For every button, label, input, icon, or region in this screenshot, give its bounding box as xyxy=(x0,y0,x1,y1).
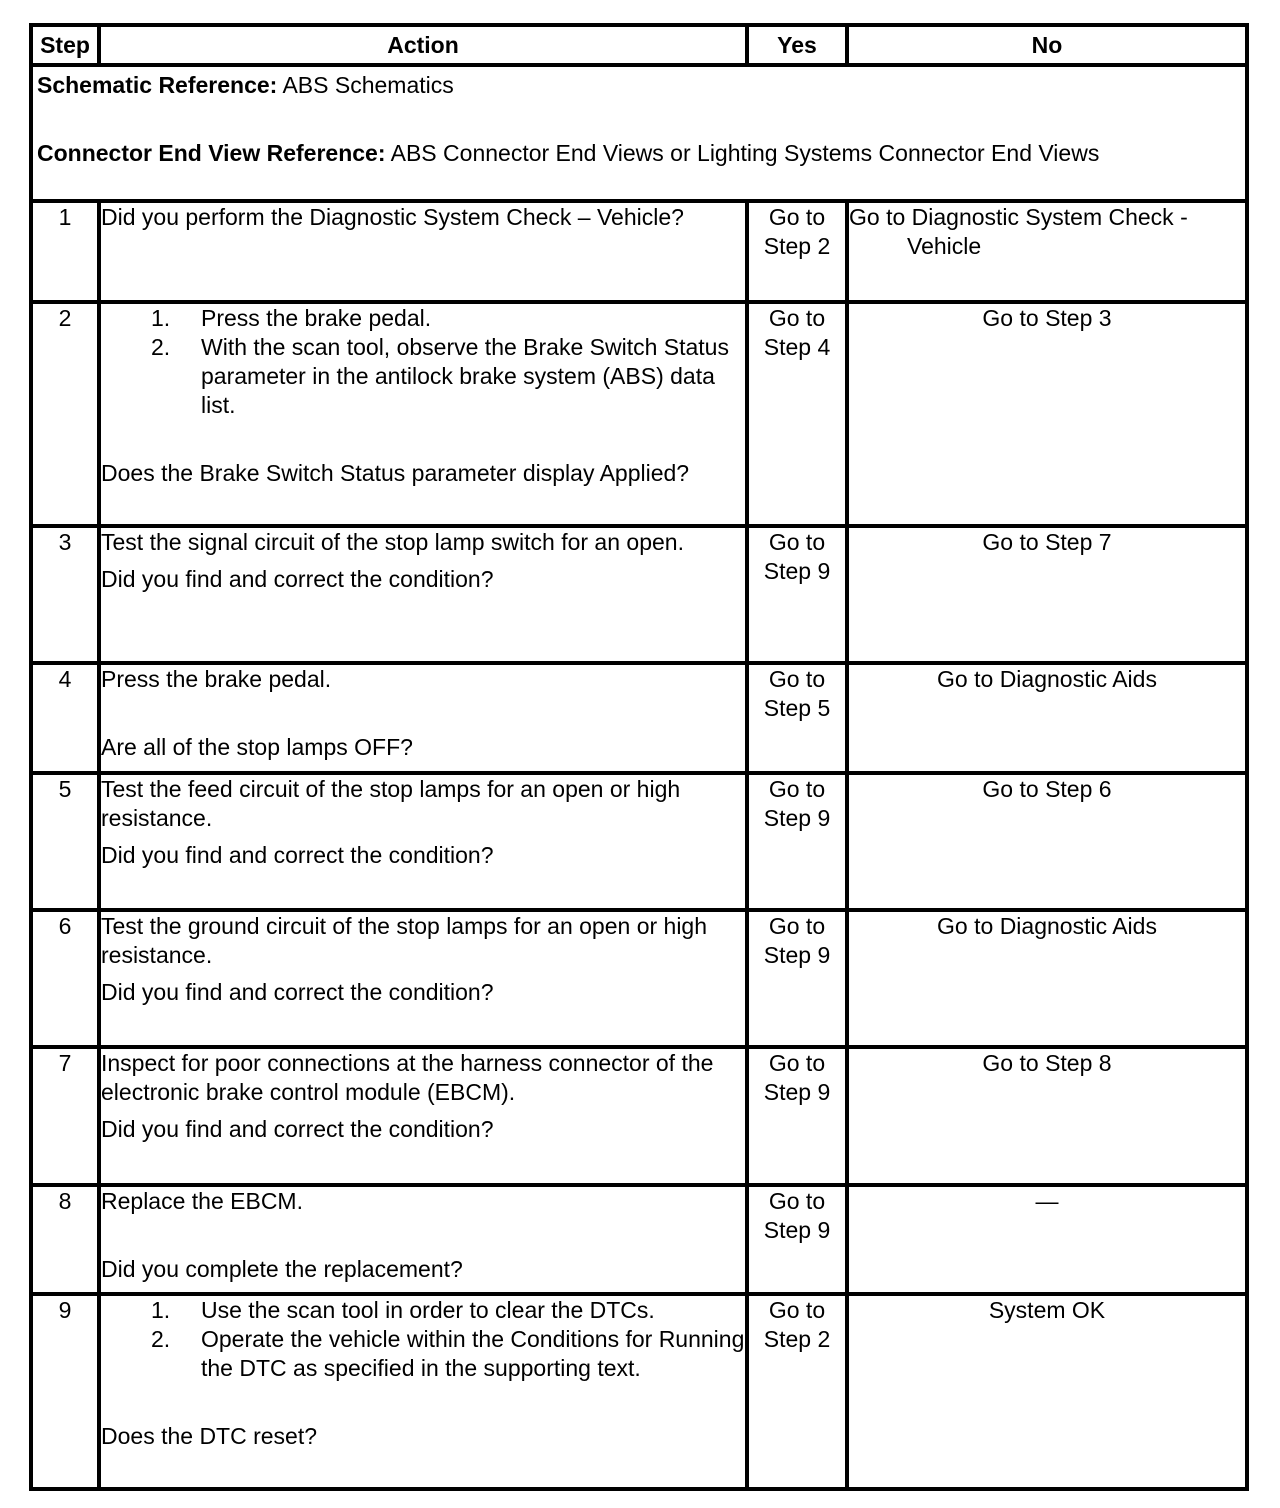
substep-list xyxy=(101,1296,745,1383)
substep-text: Use the scan tool in order to clear the DTCs. xyxy=(201,1297,655,1323)
yes-cell: Go to Step 4 xyxy=(747,302,847,526)
action-text: Test the feed circuit of the stop lamps for an open or high resistance. xyxy=(101,776,681,831)
diagnostic-table xyxy=(29,23,1249,1491)
action-text: Inspect for poor connections at the harness connector of the electronic brake control module (EBCM). xyxy=(101,1050,714,1105)
substep-item xyxy=(151,1325,745,1383)
connector-reference-value: ABS Connector End Views or Lighting Systems Connector End Views xyxy=(390,140,1100,166)
header-step: Step xyxy=(31,25,99,65)
action-text: Test the signal circuit of the stop lamp switch for an open. xyxy=(101,529,684,555)
yes-cell: Go to Step 9 xyxy=(747,910,847,1047)
substep-item xyxy=(151,1296,745,1325)
question-text: Did you find and correct the condition? xyxy=(101,842,494,868)
substep-number: 1. xyxy=(151,1297,171,1323)
substep-list xyxy=(101,304,745,420)
table-row xyxy=(31,1185,1247,1294)
connector-reference xyxy=(37,139,1241,168)
no-text-line2: Vehicle xyxy=(907,233,982,259)
action-cell xyxy=(99,201,747,302)
yes-cell: Go to Step 2 xyxy=(747,201,847,302)
header-no: No xyxy=(847,25,1247,65)
substep-number: 2. xyxy=(151,1326,171,1352)
substep-text: With the scan tool, observe the Brake Switch Status parameter in the antilock brake system (ABS) data list. xyxy=(201,334,729,418)
question-text: Does the Brake Switch Status parameter display Applied? xyxy=(101,460,690,486)
no-cell: Go to Step 3 xyxy=(847,302,1247,526)
action-text: Test the ground circuit of the stop lamps for an open or high resistance. xyxy=(101,913,708,968)
substep-number: 2. xyxy=(151,334,171,360)
table-row xyxy=(31,910,1247,1047)
step-number: 8 xyxy=(31,1185,99,1294)
table-row xyxy=(31,1047,1247,1185)
action-cell xyxy=(99,1294,747,1489)
no-cell: System OK xyxy=(847,1294,1247,1489)
yes-cell: Go to Step 9 xyxy=(747,526,847,663)
schematic-reference xyxy=(37,71,1241,100)
step-number: 3 xyxy=(31,526,99,663)
step-number: 4 xyxy=(31,663,99,773)
question-text: Does the DTC reset? xyxy=(101,1423,318,1449)
no-cell: Go to Step 7 xyxy=(847,526,1247,663)
substep-text: Operate the vehicle within the Conditions for Running the DTC as specified in the supporting text. xyxy=(201,1326,745,1381)
action-cell xyxy=(99,910,747,1047)
action-cell xyxy=(99,773,747,910)
question-text: Did you find and correct the condition? xyxy=(101,979,494,1005)
no-cell: Go to Step 8 xyxy=(847,1047,1247,1185)
no-cell: Go to Step 6 xyxy=(847,773,1247,910)
action-cell xyxy=(99,1047,747,1185)
table-row xyxy=(31,1294,1247,1489)
step-number: 5 xyxy=(31,773,99,910)
table-row xyxy=(31,302,1247,526)
no-cell: Go to Diagnostic Aids xyxy=(847,663,1247,773)
no-cell xyxy=(847,201,1247,302)
question-text: Did you find and correct the condition? xyxy=(101,566,494,592)
step-number: 1 xyxy=(31,201,99,302)
action-cell xyxy=(99,1185,747,1294)
question-text: Did you complete the replacement? xyxy=(101,1256,463,1282)
table-row xyxy=(31,201,1247,302)
action-cell xyxy=(99,526,747,663)
reference-row xyxy=(31,65,1247,201)
no-cell: Go to Diagnostic Aids xyxy=(847,910,1247,1047)
table-header-row xyxy=(31,25,1247,65)
table-row xyxy=(31,526,1247,663)
action-cell xyxy=(99,302,747,526)
step-number: 7 xyxy=(31,1047,99,1185)
schematic-reference-value: ABS Schematics xyxy=(282,72,454,98)
action-text: Did you perform the Diagnostic System Check – Vehicle? xyxy=(101,204,684,230)
yes-cell: Go to Step 9 xyxy=(747,1047,847,1185)
substep-text: Press the brake pedal. xyxy=(201,305,432,331)
action-text: Replace the EBCM. xyxy=(101,1188,303,1214)
yes-cell: Go to Step 9 xyxy=(747,1185,847,1294)
no-text-line1: Go to Diagnostic System Check - xyxy=(849,204,1188,230)
step-number: 6 xyxy=(31,910,99,1047)
question-text: Did you find and correct the condition? xyxy=(101,1116,494,1142)
connector-reference-label: Connector End View Reference: xyxy=(37,140,386,166)
table-row xyxy=(31,773,1247,910)
yes-cell: Go to Step 2 xyxy=(747,1294,847,1489)
header-action: Action xyxy=(99,25,747,65)
no-cell: — xyxy=(847,1185,1247,1294)
step-number: 2 xyxy=(31,302,99,526)
schematic-reference-label: Schematic Reference: xyxy=(37,72,278,98)
step-number: 9 xyxy=(31,1294,99,1489)
question-text: Are all of the stop lamps OFF? xyxy=(101,734,413,760)
substep-item xyxy=(151,333,745,420)
action-text: Press the brake pedal. xyxy=(101,666,332,692)
reference-cell xyxy=(31,65,1247,201)
action-cell xyxy=(99,663,747,773)
substep-item xyxy=(151,304,745,333)
yes-cell: Go to Step 9 xyxy=(747,773,847,910)
table-row xyxy=(31,663,1247,773)
header-yes: Yes xyxy=(747,25,847,65)
substep-number: 1. xyxy=(151,305,171,331)
yes-cell: Go to Step 5 xyxy=(747,663,847,773)
